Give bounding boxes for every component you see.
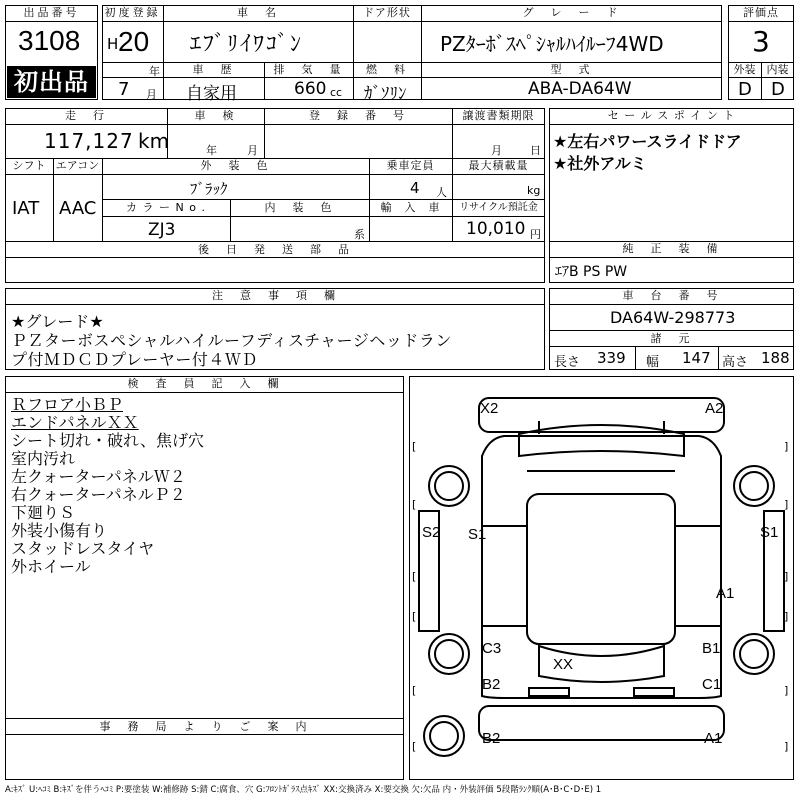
inspection-month-unit: 月: [247, 144, 258, 157]
car-diagram: [409, 376, 794, 780]
history-header: 車 歴: [192, 63, 235, 76]
sales-point-item: ★左右パワースライドドア: [553, 132, 742, 151]
transfer-doc-day-unit: 日: [530, 144, 541, 157]
damage-mark: X2: [480, 400, 499, 417]
aircon-value: AAC: [59, 198, 97, 219]
recycle-value: 10,010: [466, 219, 526, 239]
width-label: 幅: [646, 355, 660, 370]
color-no-value: ZJ3: [148, 220, 176, 240]
exterior-color-value: ﾌﾞﾗｯｸ: [190, 180, 228, 198]
damage-mark: B2: [482, 676, 501, 693]
transfer-doc-header: 譲渡書類期限: [462, 109, 535, 122]
fuel-value: ｶﾞｿﾘﾝ: [364, 84, 407, 104]
bracket-mark: ]: [784, 570, 789, 583]
interior-score-header: 内装: [766, 63, 789, 76]
max-load-header: 最大積載量: [468, 159, 529, 172]
inspection-year-unit: 年: [206, 144, 217, 157]
inspection-header: 車 検: [194, 109, 237, 122]
capacity-unit: 人: [436, 186, 447, 199]
inspector-line: 右クォーターパネルＰ２: [11, 485, 186, 504]
inspector-line: 外装小傷有り: [11, 521, 108, 540]
model-code-value: ABA-DA64W: [528, 79, 632, 99]
inspector-header: 検 査 員 記 入 欄: [127, 377, 282, 390]
notes-header: 注 意 事 項 欄: [212, 289, 338, 302]
damage-mark: A2: [705, 400, 724, 417]
score-value: 3: [752, 25, 770, 58]
color-no-header: カ ラ ー N o .: [126, 201, 206, 214]
registration-era: H: [107, 35, 119, 53]
fuel-header: 燃 料: [366, 63, 408, 76]
inspector-line: シート切れ・破れ、焦げ穴: [11, 431, 204, 450]
interior-color-unit: 系: [354, 228, 365, 241]
bracket-mark: [: [412, 570, 417, 583]
capacity-header: 乗車定員: [386, 159, 435, 172]
bracket-mark: ]: [784, 684, 789, 697]
notes-line: プ付ＭＤＣＤプレーヤー付４ＷＤ: [11, 350, 258, 369]
history-value: 自家用: [186, 84, 237, 104]
transfer-doc-month-unit: 月: [491, 144, 502, 157]
damage-mark: S1: [468, 526, 487, 543]
bracket-mark: ]: [784, 498, 789, 511]
model-name: ｴﾌﾞﾘｲﾜｺﾞﾝ: [190, 32, 304, 57]
bracket-mark: ]: [784, 610, 789, 623]
lot-number: 3108: [18, 25, 81, 56]
inspector-line: スタッドレスタイヤ: [11, 539, 155, 558]
grade-value: PZﾀｰﾎﾞｽﾍﾟｼｬﾙﾊｲﾙｰﾌ4WD: [440, 32, 664, 56]
inspector-line: エンドパネルＸＸ: [11, 413, 139, 432]
damage-mark: C1: [702, 676, 722, 693]
bracket-mark: [: [412, 498, 417, 511]
recycle-unit: 円: [530, 228, 541, 241]
length-value: 339: [597, 349, 626, 367]
displacement-unit: cc: [330, 86, 343, 99]
interior-color-header: 内 装 色: [264, 201, 335, 214]
genuine-equipment-header: 純 正 装 備: [622, 242, 721, 255]
lot-number-header: 出品番号: [23, 6, 80, 19]
mileage-value: 117,127: [44, 129, 134, 153]
genuine-equipment-value: ｴｱB PS PW: [555, 264, 628, 280]
notes-line: ＰＺターボスペシャルハイルーフディスチャージヘッドラン: [11, 331, 452, 350]
max-load-unit: kg: [527, 184, 541, 197]
inspector-line: 下廻りＳ: [11, 503, 76, 522]
bracket-mark: ]: [784, 440, 789, 453]
grade-header: グ レ ー ド: [522, 6, 621, 19]
aircon-header: エアコン: [55, 159, 100, 172]
damage-mark: S2: [422, 524, 441, 541]
damage-mark: XX: [553, 656, 574, 673]
chassis-header: 車 台 番 号: [622, 289, 721, 302]
dimensions-header: 諸 元: [650, 332, 693, 345]
bracket-mark: ]: [784, 740, 789, 753]
height-value: 188: [761, 349, 790, 367]
damage-mark: A1: [716, 585, 735, 602]
exterior-score: D: [738, 79, 752, 100]
first-listing-badge: 初出品: [7, 66, 96, 98]
recycle-header: リサイクル預託金: [459, 202, 538, 213]
legend-footer: A:ｷｽﾞ U:ﾍｺﾐ B:ｷｽﾞを伴うﾍｺﾐ P:要塗装 W:補修跡 S:錆 C:腐食、穴 G:ﾌﾛﾝﾄｶﾞﾗｽ点ｷｽﾞ XX:交換済み X:要交換 欠:欠品 内・外装評価 5段階ﾗﾝｸ順(A･B･C･D･E) 1: [5, 785, 602, 795]
shift-value: IAT: [12, 198, 40, 219]
damage-mark: A1: [704, 730, 723, 747]
exterior-score-header: 外装: [733, 63, 756, 76]
inspector-line: 外ホイール: [11, 557, 91, 576]
sales-points-header: セ ー ル ス ポ イ ン ト: [607, 109, 736, 122]
notes-line: ★グレード★: [11, 312, 104, 331]
displacement-header: 排 気 量: [273, 63, 344, 76]
bracket-mark: [: [412, 740, 417, 753]
import-header: 輸 入 車: [380, 201, 441, 214]
registration-year: 20: [118, 26, 150, 57]
capacity-value: 4: [410, 179, 420, 197]
door-header: ドア形状: [363, 6, 411, 19]
registration-month: 7: [118, 79, 130, 100]
interior-score: D: [771, 79, 785, 100]
inspector-line: 左クォーターパネルＷ２: [11, 467, 186, 486]
registration-year-unit: 年: [149, 65, 160, 78]
shift-header: シフト: [12, 159, 46, 172]
mileage-header: 走 行: [65, 109, 107, 122]
inspector-lines: [11, 396, 204, 576]
score-header: 評価点: [743, 6, 779, 19]
damage-mark: S1: [760, 524, 779, 541]
plate-header: 登 録 番 号: [309, 109, 407, 122]
width-value: 147: [682, 349, 711, 367]
bracket-mark: [: [412, 440, 417, 453]
model-code-header: 型 式: [550, 63, 593, 76]
inspector-line: 室内汚れ: [11, 449, 76, 468]
exterior-color-header: 外 装 色: [200, 159, 271, 172]
bracket-mark: [: [412, 610, 417, 623]
registration-header: 初度登録: [104, 6, 161, 19]
registration-month-unit: 月: [146, 88, 157, 101]
length-label: 長さ: [554, 355, 581, 370]
inspector-line: Ｒフロア小ＢＰ: [11, 395, 124, 414]
sales-point-item: ★社外アルミ: [553, 154, 647, 173]
model-header: 車 名: [237, 6, 279, 19]
parts-later-header: 後 日 発 送 部 品: [198, 243, 352, 256]
mileage-unit: km: [138, 129, 170, 153]
displacement-value: 660: [294, 79, 327, 99]
chassis-number: DA64W-298773: [610, 308, 736, 327]
height-label: 高さ: [722, 355, 749, 370]
damage-mark: C3: [482, 640, 502, 657]
damage-mark: B2: [482, 730, 501, 747]
damage-mark: B1: [702, 640, 721, 657]
office-header: 事 務 局 よ り ご 案 内: [99, 720, 310, 733]
bracket-mark: [: [412, 684, 417, 697]
